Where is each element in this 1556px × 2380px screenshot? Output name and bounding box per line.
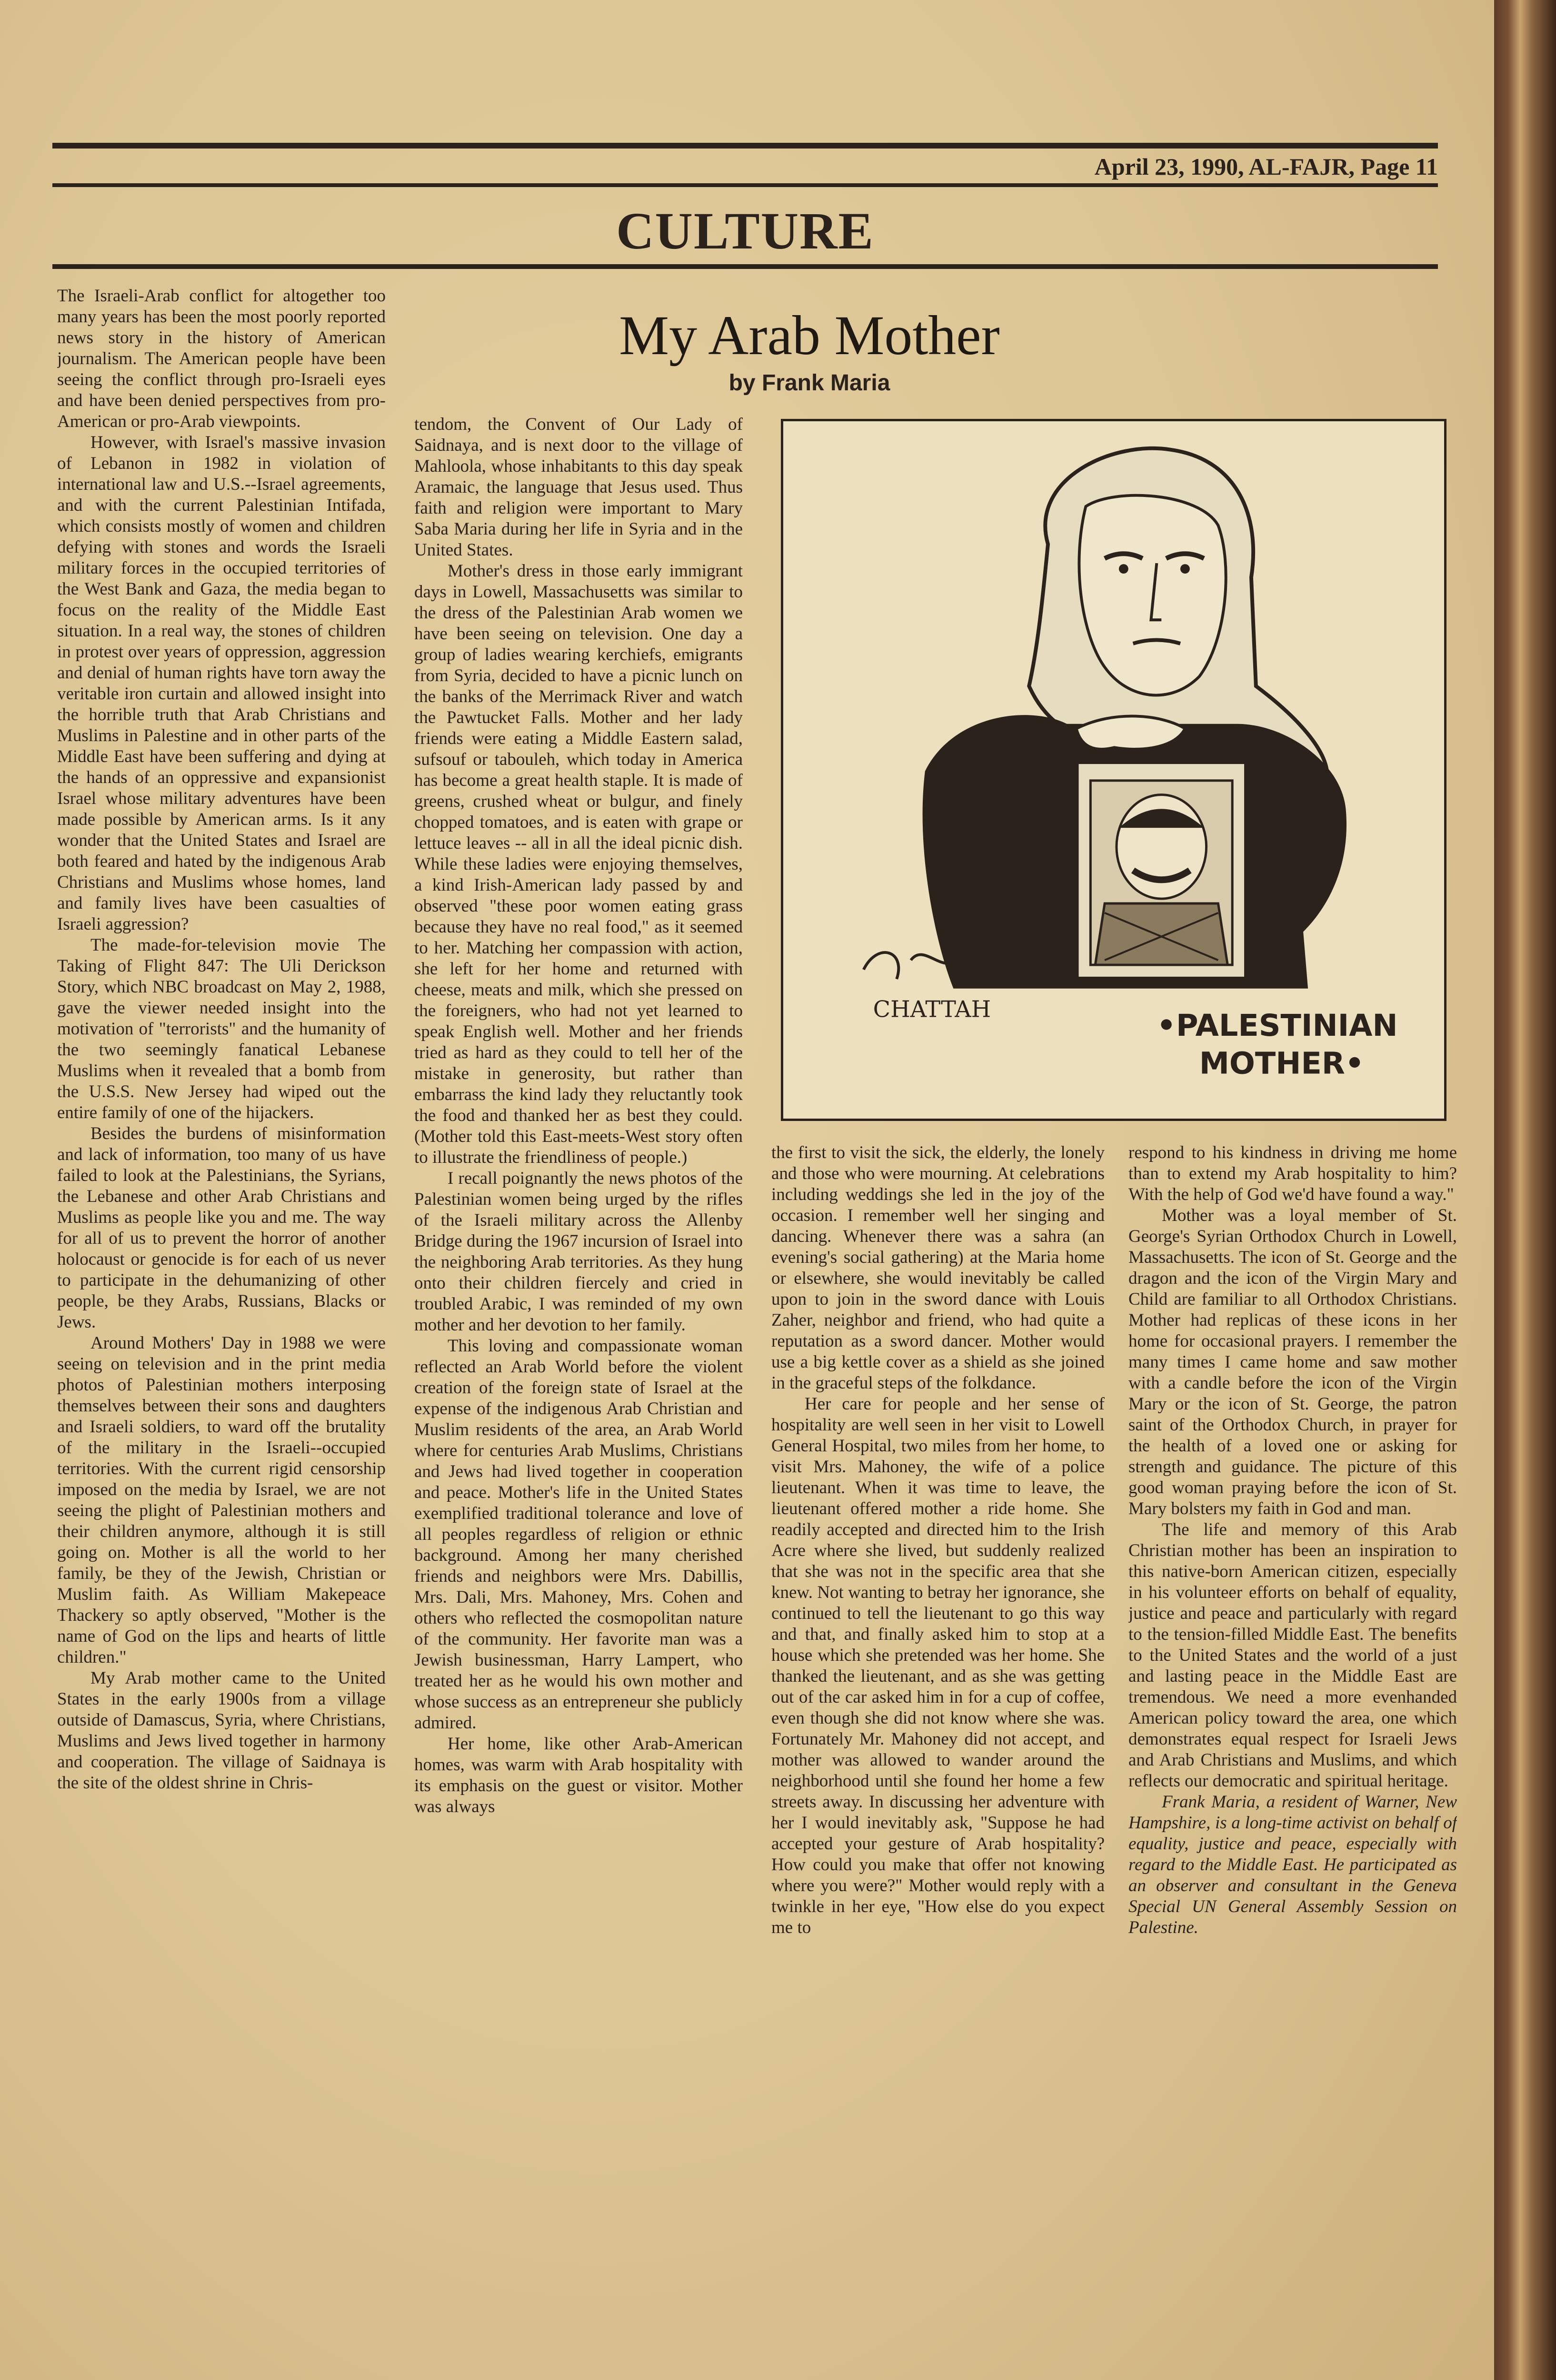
paragraph: the first to visit the sick, the elderly, the lonely and those who were mourning. At celebrations including weddings she led in the joy of the occasion. I remember well her singing and dancing. Whenever there was a sahra (an evening's social gathering) at the Maria home or elsewhere, she would inevitably be called upon to join in the sword dance with Louis Zaher, neighbor and friend, who had quite a reputation as a sword dancer. Mother would use a big kettle cover as a shield as she joined in the graceful steps of the folkdance. [771,1143,1105,1393]
header-rule [52,183,1438,187]
paragraph: The life and memory of this Arab Christian mother has been an inspiration to this native-born American citizen, especially in his volunteer efforts on behalf of equality, justice and peace and particularly with regard to the tension-filled Middle East. The benefits to the United States and the world of a just and lasting peace in the Middle East are tremendous. We need a more evenhanded American policy toward the area, one which demonstrates equal respect for Israeli Jews and Arab Christians and Muslims, and which reflects our democratic and spiritual heritage. [1128,1520,1457,1791]
article-headline: My Arab Mother [619,304,1000,367]
book-binding [1494,0,1556,2380]
paragraph: Her care for people and her sense of hospitality are well seen in her visit to Lowell General Hospital, two miles from her home, to visit Mrs. Mahoney, the wife of a police lieutenant. When it was time to leave, the lieutenant offered mother a ride home. She readily accepted and directed him to the Irish Acre where she lived, but suddenly realized that she was not in the specific area that she knew. Not wanting to betray her ignorance, she continued to tell the lieutenant to go this way and that, and finally asked him to stop at a house which she pretended was her home. She thanked the lieutenant, and as she was getting out of the car asked him in for a cup of coffee, even though she did not know where she was. Fortunately Mr. Mahoney did not accept, and mother was allowed to wander around the neighborhood until she found her home a few streets away. In discussing her adventure with her I would inevitably ask, "Suppose he had accepted your gesture of Arab hospitality? How could you make that offer not knowing where you were?" Mother would reply with a twinkle in her eye, "How else do you expect me to [771,1394,1105,1937]
top-rule [52,143,1438,149]
paragraph: Her home, like other Arab-American homes, was warm with Arab hospitality with its emphasis on the guest or visitor. Mother was always [414,1734,743,1816]
mother-drawing [783,421,1444,1119]
article-column-3 [771,1142,1105,2194]
paragraph: The made-for-television movie The Taking of Flight 847: The Uli Derickson Story, which NBC broadcast on May 2, 1988, gave the viewer needed insight into the motivation of "terrorists" and the humanity of the two seemingly fanatical Lebanese Muslims when it revealed that a bomb from the U.S.S. New Jersey had wiped out the entire family of one of the hijackers. [57,935,386,1122]
paragraph: Mother's dress in those early immigrant days in Lowell, Massachusetts was similar to the dress of the Palestinian Arab women we have been seeing on television. One day a group of ladies wearing kerchiefs, emigrants from Syria, decided to have a picnic lunch on the banks of the Merrimack River and watch the Pawtucket Falls. Mother and her lady friends were eating a Middle Eastern salad, sufsouf or tabouleh, which today in America has become a great health staple. It is made of greens, crushed wheat or bulgur, and finely chopped tomatoes, and is eaten with grape or lettuce leaves -- all in all the ideal picnic dish. While these ladies were enjoying themselves, a kind Irish-American lady passed by and observed "these poor women eating grass because they have no real food," as it seemed to her. Matching her compassion with action, she left for her home and returned with cheese, meats and milk, which she pressed on the foreigners, who had not yet learned to speak English well. Mother and her friends tried as hard as they could to tell her of the mistake in generosity, but rather than embarrass the kind lady they reluctantly took the food and thanked her as best they could. (Mother told this East-meets-West story often to illustrate the friendliness of people.) [414,561,743,1167]
article-column-2 [414,414,743,2194]
section-title: CULTURE [616,202,874,260]
paragraph: I recall poignantly the news photos of the Palestinian women being urged by the rifles of the Israeli military across the Allenby Bridge during the 1967 incursion of Israel into the neighboring Arab territories. As they hung onto their children fiercely and cried in troubled Arabic, I was reminded of my own mother and her devotion to her family. [414,1169,743,1335]
author-credit: Frank Maria, a resident of Warner, New Hampshire, is a long-time activist on behalf of equality, justice and peace, especially with regard to the Middle East. He participated as an observer and consultant in the Geneva Special UN General Assembly Session on Palestine. [1128,1792,1457,1937]
article-column-4 [1128,1142,1457,2194]
artist-signature: CHATTAH [873,996,991,1023]
paragraph: However, with Israel's massive invasion of Lebanon in 1982 in violation of international law and U.S.--Israel agreements, and with the current Palestinian Intifada, which consists mostly of women and children defying with stones and words the Israeli military forces in the occupied territories of the West Bank and Gaza, the media began to focus on the reality of the Middle East situation. In a real way, the stones of children in protest over years of oppression, aggression and denial of human rights have torn away the veritable iron curtain and allowed insight into the horrible truth that Arab Christians and Muslims in Palestine and in other parts of the Middle East have been suffering and dying at the hands of an oppressive and expansionist Israel whose military adventures have been made possible by American arms. Is it any wonder that the United States and Israel are both feared and hated by the indigenous Arab Christians and Muslims whose homes, land and family lives have been casualties of Israeli aggression? [57,433,386,934]
article-column-1 [57,286,386,2194]
paragraph: respond to his kindness in driving me home than to extend my Arab hospitality to him? With the help of God we'd have found a way." [1128,1143,1457,1204]
paragraph: Around Mothers' Day in 1988 we were seeing on television and in the print media photos of Palestinian mothers interposing themselves between their sons and daughters and Israeli soldiers, to ward off the brutality of the military in the Israeli--occupied territories. With the current rigid censorship imposed on the media by Israel, we are not seeing the plight of Palestinian mothers and their children anymore, although it is still going on. Mother is all the world to her family, be they of the Jewish, Christian or Muslim faith. As William Makepeace Thackery so aptly observed, "Mother is the name of God on the lips and hearts of little children." [57,1333,386,1667]
paragraph: Mother was a loyal member of St. George's Syrian Orthodox Church in Lowell, Massachusetts. The icon of St. George and the dragon and the icon of the Virgin Mary and Child are familiar to all Orthodox Christians. Mother had replicas of these icons in her home for occasional prayers. I remember the many times I came home and saw mother with a candle before the icon of the Virgin Mary or the icon of St. George, the patron saint of the Orthodox Church, in prayer for the health of a loved one or asking for strength and guidance. The picture of this good woman praying before the icon of St. Mary bolsters my faith in God and man. [1128,1206,1457,1518]
paragraph: Besides the burdens of misinformation and lack of information, too many of us have failed to look at the Palestinians, the Syrians, the Lebanese and other Arab Christians and Muslims as people like you and me. The way for all of us to prevent the horror of another holocaust or genocide is for each of us never to participate in the dehumanizing of other people, be they Arabs, Russians, Blacks or Jews. [57,1124,386,1332]
paragraph: The Israeli-Arab conflict for altogether too many years has been the most poorly reported news story in the history of American journalism. The American people have been seeing the conflict through pro-Israeli eyes and have been denied perspectives from pro-American or pro-Arab viewpoints. [57,286,386,431]
dateline: April 23, 1990, AL-FAJR, Page 11 [1094,153,1438,180]
paragraph: My Arab mother came to the United States in the early 1900s from a village outside of Damascus, Syria, where Christians, Muslims and Jews lived together in harmony and cooperation. The village of Saidnaya is the site of the oldest shrine in Chris- [57,1668,386,1793]
illustration-caption-line2: MOTHER• [1199,1045,1365,1081]
illustration-caption-line1: •PALESTINIAN [1157,1007,1398,1043]
article-byline: by Frank Maria [728,370,890,396]
section-rule [52,264,1438,269]
illustration-palestinian-mother [781,419,1446,1121]
paragraph: tendom, the Convent of Our Lady of Saidnaya, and is next door to the village of Mahloola, whose inhabitants to this day speak Aramaic, the language that Jesus used. Thus faith and religion were important to Mary Saba Maria during her life in Syria and in the United States. [414,415,743,560]
paragraph: This loving and compassionate woman reflected an Arab World before the violent creation of the foreign state of Israel at the expense of the indigenous Arab Christian and Muslim residents of the area, an Arab World where for centuries Arab Muslims, Christians and Jews had lived together in cooperation and peace. Mother's life in the United States exemplified traditional tolerance and love of all peoples regardless of religion or ethnic background. Among her many cherished friends and neighbors were Mrs. Dabillis, Mrs. Dali, Mrs. Mahoney, Mrs. Cohen and others who reflected the cosmopolitan nature of the community. Her favorite man was a Jewish businessman, Harry Lampert, who treated her as he would his own mother and whose success as an entrepreneur she publicly admired. [414,1336,743,1733]
